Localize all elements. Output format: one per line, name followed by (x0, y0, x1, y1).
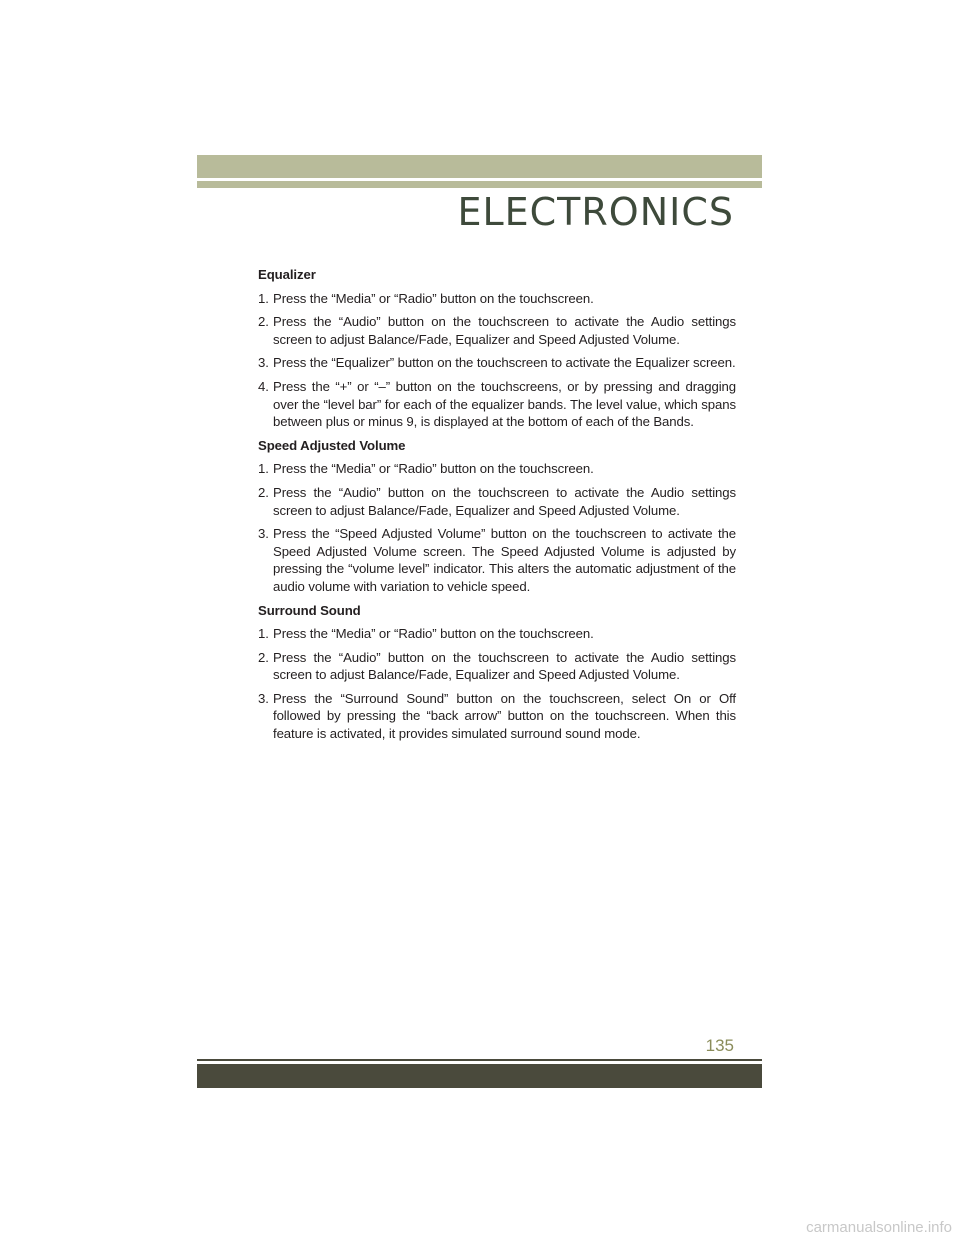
step-text: Press the “Surround Sound” button on the touchscreen, select On or Off followed by pressing the “back arrow” button on the touchscreen. When this feature is activated, it provides simulated surround sound mode. (273, 690, 736, 742)
list-item (258, 690, 736, 743)
step-text: Press the “Audio” button on the touchscreen to activate the Audio settings screen to adjust Balance/Fade, Equalizer and Speed Adjusted Volume. (273, 314, 736, 347)
section-heading: Speed Adjusted Volume (258, 437, 406, 453)
page-content (258, 266, 736, 749)
list-item (258, 460, 736, 478)
header-bar (197, 155, 762, 178)
list-item (258, 290, 736, 308)
watermark: carmanualsonline.info (806, 1219, 952, 1236)
step-number: 4. (258, 378, 269, 394)
step-text: Press the “Audio” button on the touchscreen to activate the Audio settings screen to adjust Balance/Fade, Equalizer and Speed Adjusted Volume. (273, 649, 736, 683)
step-number: 3. (258, 355, 269, 371)
section-title: ELECTRONICS (457, 190, 734, 234)
list-item (258, 354, 736, 372)
step-number: 3. (258, 526, 269, 542)
step-text: Press the “Media” or “Radio” button on the touchscreen. (273, 461, 594, 477)
list-item (258, 378, 736, 431)
step-number: 2. (258, 484, 269, 500)
section-equalizer (258, 266, 736, 431)
list-item (258, 625, 736, 643)
step-number: 2. (258, 649, 269, 665)
step-number: 3. (258, 690, 269, 706)
step-number: 1. (258, 290, 269, 306)
step-text: Press the “Equalizer” button on the touchscreen to activate the Equalizer screen. (273, 355, 736, 371)
list-item (258, 484, 736, 519)
list-item (258, 649, 736, 684)
step-number: 1. (258, 461, 269, 477)
section-heading: Equalizer (258, 267, 316, 282)
section-speed-adjusted-volume (258, 437, 736, 596)
list-item (258, 313, 736, 348)
step-text: Press the “Media” or “Radio” button on the touchscreen. (273, 290, 594, 306)
page-number: 135 (705, 1036, 734, 1055)
section-surround-sound (258, 602, 736, 743)
step-number: 1. (258, 626, 269, 642)
step-text: Press the “Media” or “Radio” button on the touchscreen. (273, 626, 594, 642)
step-number: 2. (258, 314, 269, 330)
step-text: Press the “+” or “–” button on the touchscreens, or by pressing and dragging over the “level bar” for each of the equalizer bands. The level value, which spans between plus or minus 9, is displayed at the bottom of each of the Bands. (273, 378, 736, 430)
footer-bar (197, 1064, 762, 1088)
step-text: Press the “Speed Adjusted Volume” button on the touchscreen to activate the Speed Adjusted Volume screen. The Speed Adjusted Volume is adjusted by pressing the “volume level” indicator. This alters the automatic adjustment of the audio volume with variation to vehicle speed. (273, 526, 736, 594)
section-heading: Surround Sound (258, 602, 361, 618)
list-item (258, 525, 736, 595)
footer-rule (197, 1059, 762, 1061)
step-text: Press the “Audio” button on the touchscreen to activate the Audio settings screen to adjust Balance/Fade, Equalizer and Speed Adjusted Volume. (273, 484, 736, 518)
